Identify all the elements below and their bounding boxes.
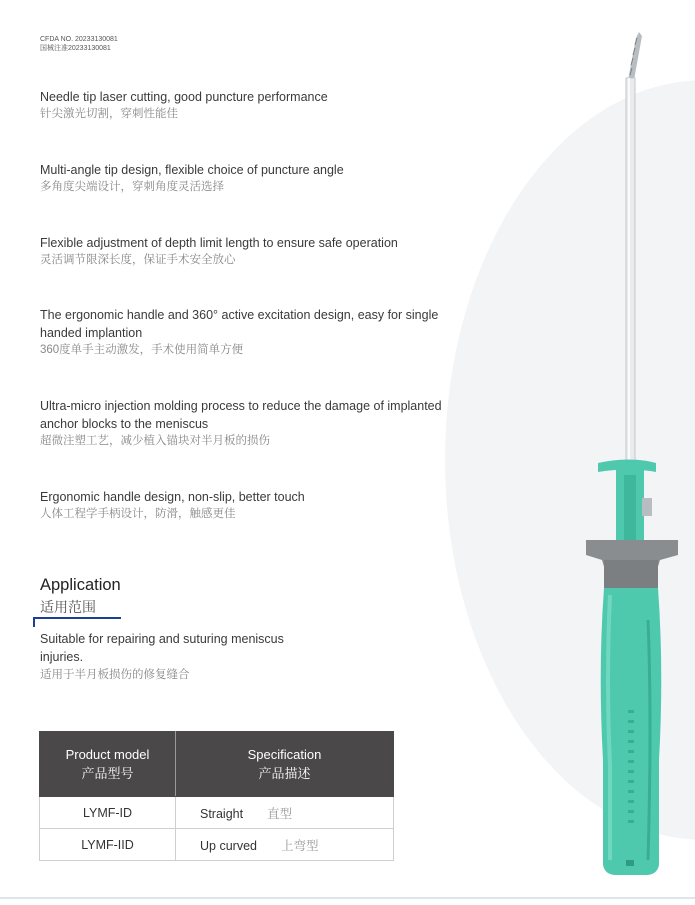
spec-cn: 上弯型: [280, 838, 319, 853]
feature-cn: 人体工程学手柄设计，防滑，触感更佳: [40, 508, 236, 520]
feature-en: Ergonomic handle design, non-slip, better touch: [40, 490, 305, 504]
feature-en: The ergonomic handle and 360° active excitation design, easy for single handed implantion: [40, 308, 439, 340]
cell-model: LYMF-ID: [40, 797, 176, 829]
application-underline-tick: [33, 617, 35, 627]
cell-model: LYMF-IID: [40, 829, 176, 861]
application-desc-en: Suitable for repairing and suturing meniscus injuries.: [40, 632, 284, 664]
spec-table: [39, 731, 394, 861]
feature-cn: 针尖激光切割，穿刺性能佳: [40, 108, 178, 120]
feature-item: [40, 488, 445, 522]
spec-en: Straight: [200, 806, 244, 821]
shaft-highlight: [628, 78, 630, 478]
feature-en: Needle tip laser cutting, good puncture performance: [40, 90, 328, 104]
feature-cn: 多角度尖端设计，穿刺角度灵活选择: [40, 181, 224, 193]
feature-en: Flexible adjustment of depth limit length to ensure safe operation: [40, 236, 398, 250]
feature-item: [40, 161, 445, 195]
cell-spec: [176, 829, 394, 861]
feature-cn: 超微注塑工艺，减少植入锚块对半月板的损伤: [40, 435, 270, 447]
collar-neck: [604, 560, 658, 588]
certification-numbers: [40, 35, 118, 53]
feature-item: [40, 234, 445, 268]
registration-number: 国械注准20233130081: [40, 45, 111, 52]
feature-en: Ultra-micro injection molding process to reduce the damage of implanted anchor blocks to the meniscus: [40, 399, 442, 431]
feature-item: [40, 306, 445, 358]
feature-en: Multi-angle tip design, flexible choice of puncture angle: [40, 163, 344, 177]
header-en: Specification: [247, 747, 322, 762]
spec-en: Up curved: [200, 838, 257, 853]
application-desc-cn: 适用于半月板损伤的修复缝合: [40, 669, 190, 681]
needle-shaft: [626, 78, 635, 478]
table-row: [40, 829, 394, 861]
header-cn: 产品型号: [81, 766, 134, 781]
depth-limiter-slot: [624, 475, 636, 541]
feature-cn: 360度单手主动激发，手术使用简单方便: [40, 344, 244, 356]
bottom-divider: [0, 897, 695, 899]
application-description: [40, 630, 300, 684]
feature-cn: 灵活调节限深长度，保证手术安全放心: [40, 254, 236, 266]
meniscus-suture-device-image: [560, 20, 685, 885]
header-specification: [176, 732, 394, 797]
limiter-pin: [642, 498, 652, 516]
header-cn: 产品描述: [258, 766, 311, 781]
application-title: Application: [40, 576, 121, 594]
table-header-row: [40, 732, 394, 797]
table-row: [40, 797, 394, 829]
cell-spec: [176, 797, 394, 829]
header-en: Product model: [65, 747, 150, 762]
handle-highlight: [608, 595, 610, 860]
header-product-model: [40, 732, 176, 797]
application-underline: [33, 617, 121, 619]
needle-tip: [628, 32, 642, 80]
spec-cn: 直型: [267, 806, 293, 821]
handle-end-slot: [626, 860, 634, 866]
feature-item: [40, 397, 445, 449]
application-title-cn: 适用范围: [40, 599, 96, 615]
cfda-number: CFDA NO. 20233130081: [40, 36, 118, 43]
feature-item: [40, 88, 445, 122]
